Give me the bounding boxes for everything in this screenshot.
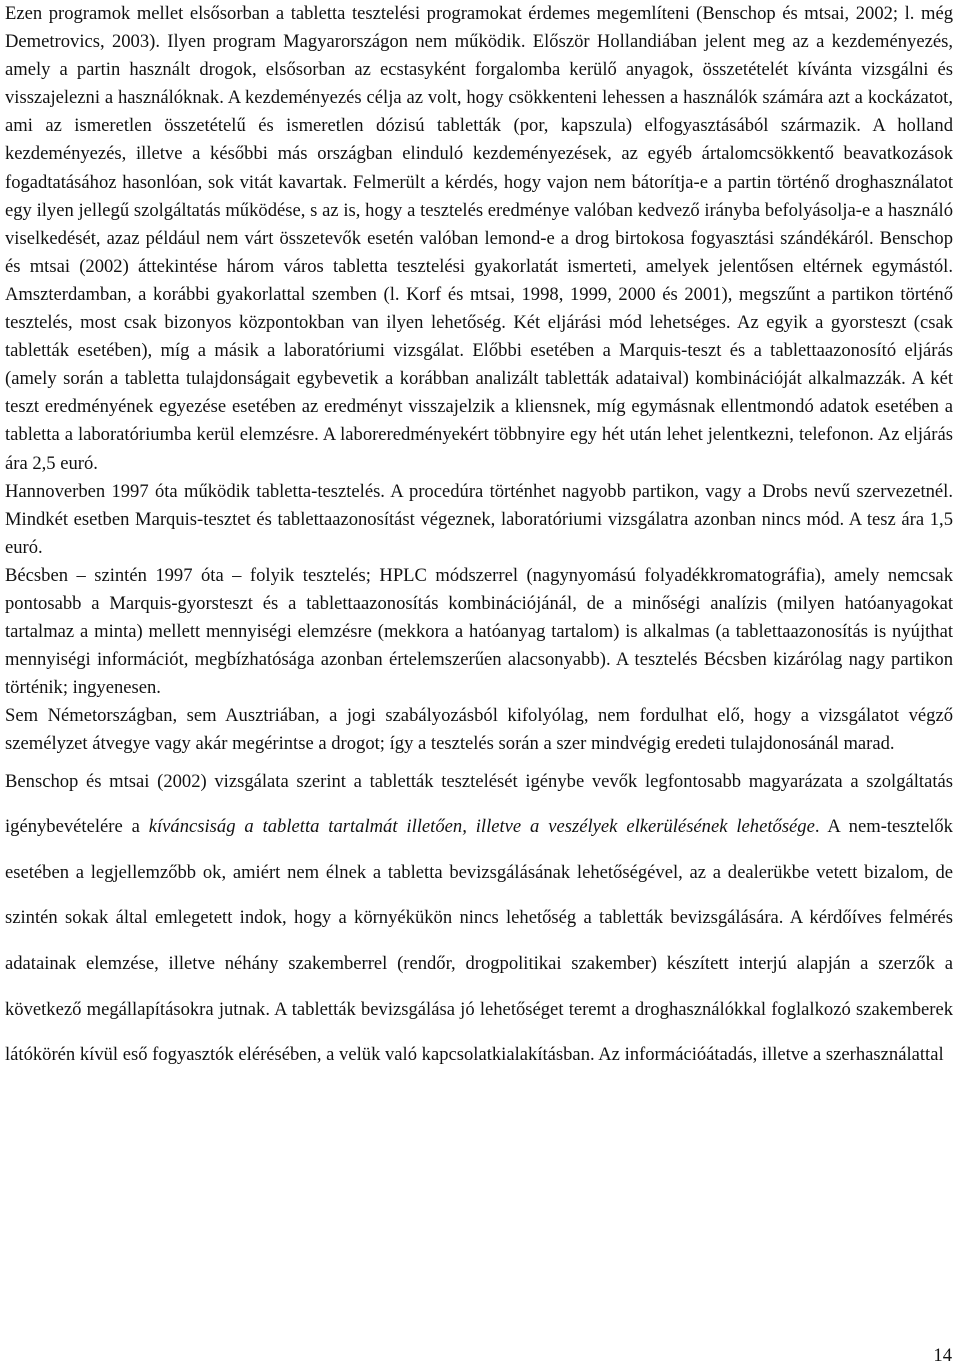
survey-text-end: . A nem-tesztelők esetében a legjellemzőbb ok, amiért nem élnek a tabletta bevizsgálásának lehetőségével, az a dealerükbe vetett bizalom, de szintén sokak által emlegetett indok, hogy a környékükön nincs lehetőség a tabletták bevizsgálására. A kérdőíves felmérés adatainak elemzése, illetve néhány szakemberrel (rendőr, drogpolitikai szakember) készített interjú alapján a szerzők a következő megállapításokra jutnak. A tabletták bevizsgálása jó lehetőséget teremt a droghasználókkal foglalkozó szakemberek látókörén kívül eső fogyasztók elérésében, a velük való kapcsolatkialakításban. Az információátadás, illetve a szerhasználattal [5,816,953,1066]
paragraph-survey-findings [5,759,953,1078]
survey-italic-reasons: kíváncsiság a tabletta tartalmát illetően, illetve a veszélyek elkerülésének lehetősége [148,816,815,838]
single-spaced-section [5,0,953,759]
paragraph-vienna: Bécsben – szintén 1997 óta – folyik tesztelés; HPLC módszerrel (nagynyomású folyadékkromatográfia), amely nemcsak pontosabb a Marquis-gyorsteszt és a tablettaazonosítás kombinációjánál, de a minőségi analízis (milyen hatóanyagokat tartalmaz a minta) mellett mennyiségi elemzésre (mekkora a hatóanyag tartalom) is alkalmas (a tablettaazonosítás is nyújthat mennyiségi információt, megbízhatósága azonban értelemszerűen alacsonyabb). A tesztelés Bécsben kizárólag nagy partikon történik; ingyenesen. [5,564,953,699]
double-spaced-section [5,759,953,1078]
page-number: 14 [933,1345,952,1366]
paragraph-legal-regulation: Sem Németországban, sem Ausztriában, a jogi szabályozásból kifolyólag, nem fordulhat elő, hogy a vizsgálatot végző személyzet átvegye vagy akár megérintse a drogot; így a tesztelés során a szer mindvégig eredeti tulajdonosánál marad. [5,705,953,755]
paragraph-hannover: Hannoverben 1997 óta működik tabletta-tesztelés. A procedúra történhet nagyobb partikon, vagy a Drobs nevű szervezetnél. Mindkét esetben Marquis-tesztet és tablettaazonosítást végeznek, laboratóriumi vizsgálatra azonban nincs mód. A tesz ára 1,5 euró. [5,480,953,558]
paragraph-tablet-testing-overview: Ezen programok mellet elsősorban a tabletta tesztelési programokat érdemes megemlíteni (Benschop és mtsai, 2002; l. még Demetrovics, 2003). Ilyen program Magyarországon nem működik. Először Hollandiában jelent meg az a kezdeményezés, amely a partin használt drogok, elsősorban az ecstasyként forgalomba kerülő anyagok, összetételét kívánta vizsgálni és visszajelezni a használóknak. A kezdeményezés célja az volt, hogy csökkenteni lehessen a használók számára azt a kockázatot, ami az ismeretlen összetételű és ismeretlen dózisú tabletták (por, kapszula) elfogyasztásából származik. A holland kezdeményezés, illetve a későbbi más országban elinduló kezdeményezések, az egyéb ártalomcsökkentő beavatkozások fogadtatásához hasonlóan, sok vitát kavartak. Felmerült a kérdés, hogy vajon nem bátorítja-e a partin történő droghasználatot egy ilyen jellegű szolgáltatás működése, s az is, hogy a tesztelés eredménye valóban kedvező irányba befolyásolja-e a használó viselkedését, azaz például nem várt összetevők esetén valóban lemond-e a drog birtokosa fogyasztási szándékáról. Benschop és mtsai (2002) áttekintése három város tabletta tesztelési gyakorlatát ismerteti, amelyek jelentősen eltérnek egymástól. Amszterdamban, a korábbi gyakorlattal szemben (l. Korf és mtsai, 1998, 1999, 2000 és 2001), megszűnt a partikon történő tesztelés, most csak bizonyos központokban van ilyen lehetőség. Két eljárási mód lehetséges. Az egyik a gyorsteszt (csak tabletták esetében), míg a másik a laboratóriumi vizsgálat. Előbbi esetében a Marquis-teszt és a tablettaazonosító eljárás (amely során a tabletta tulajdonságait egybevetik a korábban analizált tabletták adataival) kombinációját alkalmazzák. A két teszt eredményének egyezése esetében az eredményt visszajelzik a kliensnek, míg egymásnak ellentmondó adatok esetében a tabletta a laboratóriumba kerül elemzésre. A laboreredményekért többnyire egy hét után lehet jelentkezni, telefonon. Az eljárás ára 2,5 euró. [5,3,953,474]
survey-text-start: Benschop és mtsai (2002) vizsgálata szerint a tabletták tesztelését igénybe vevők legfontosabb magyarázata a szolgáltatás igénybevételére a [5,770,953,838]
